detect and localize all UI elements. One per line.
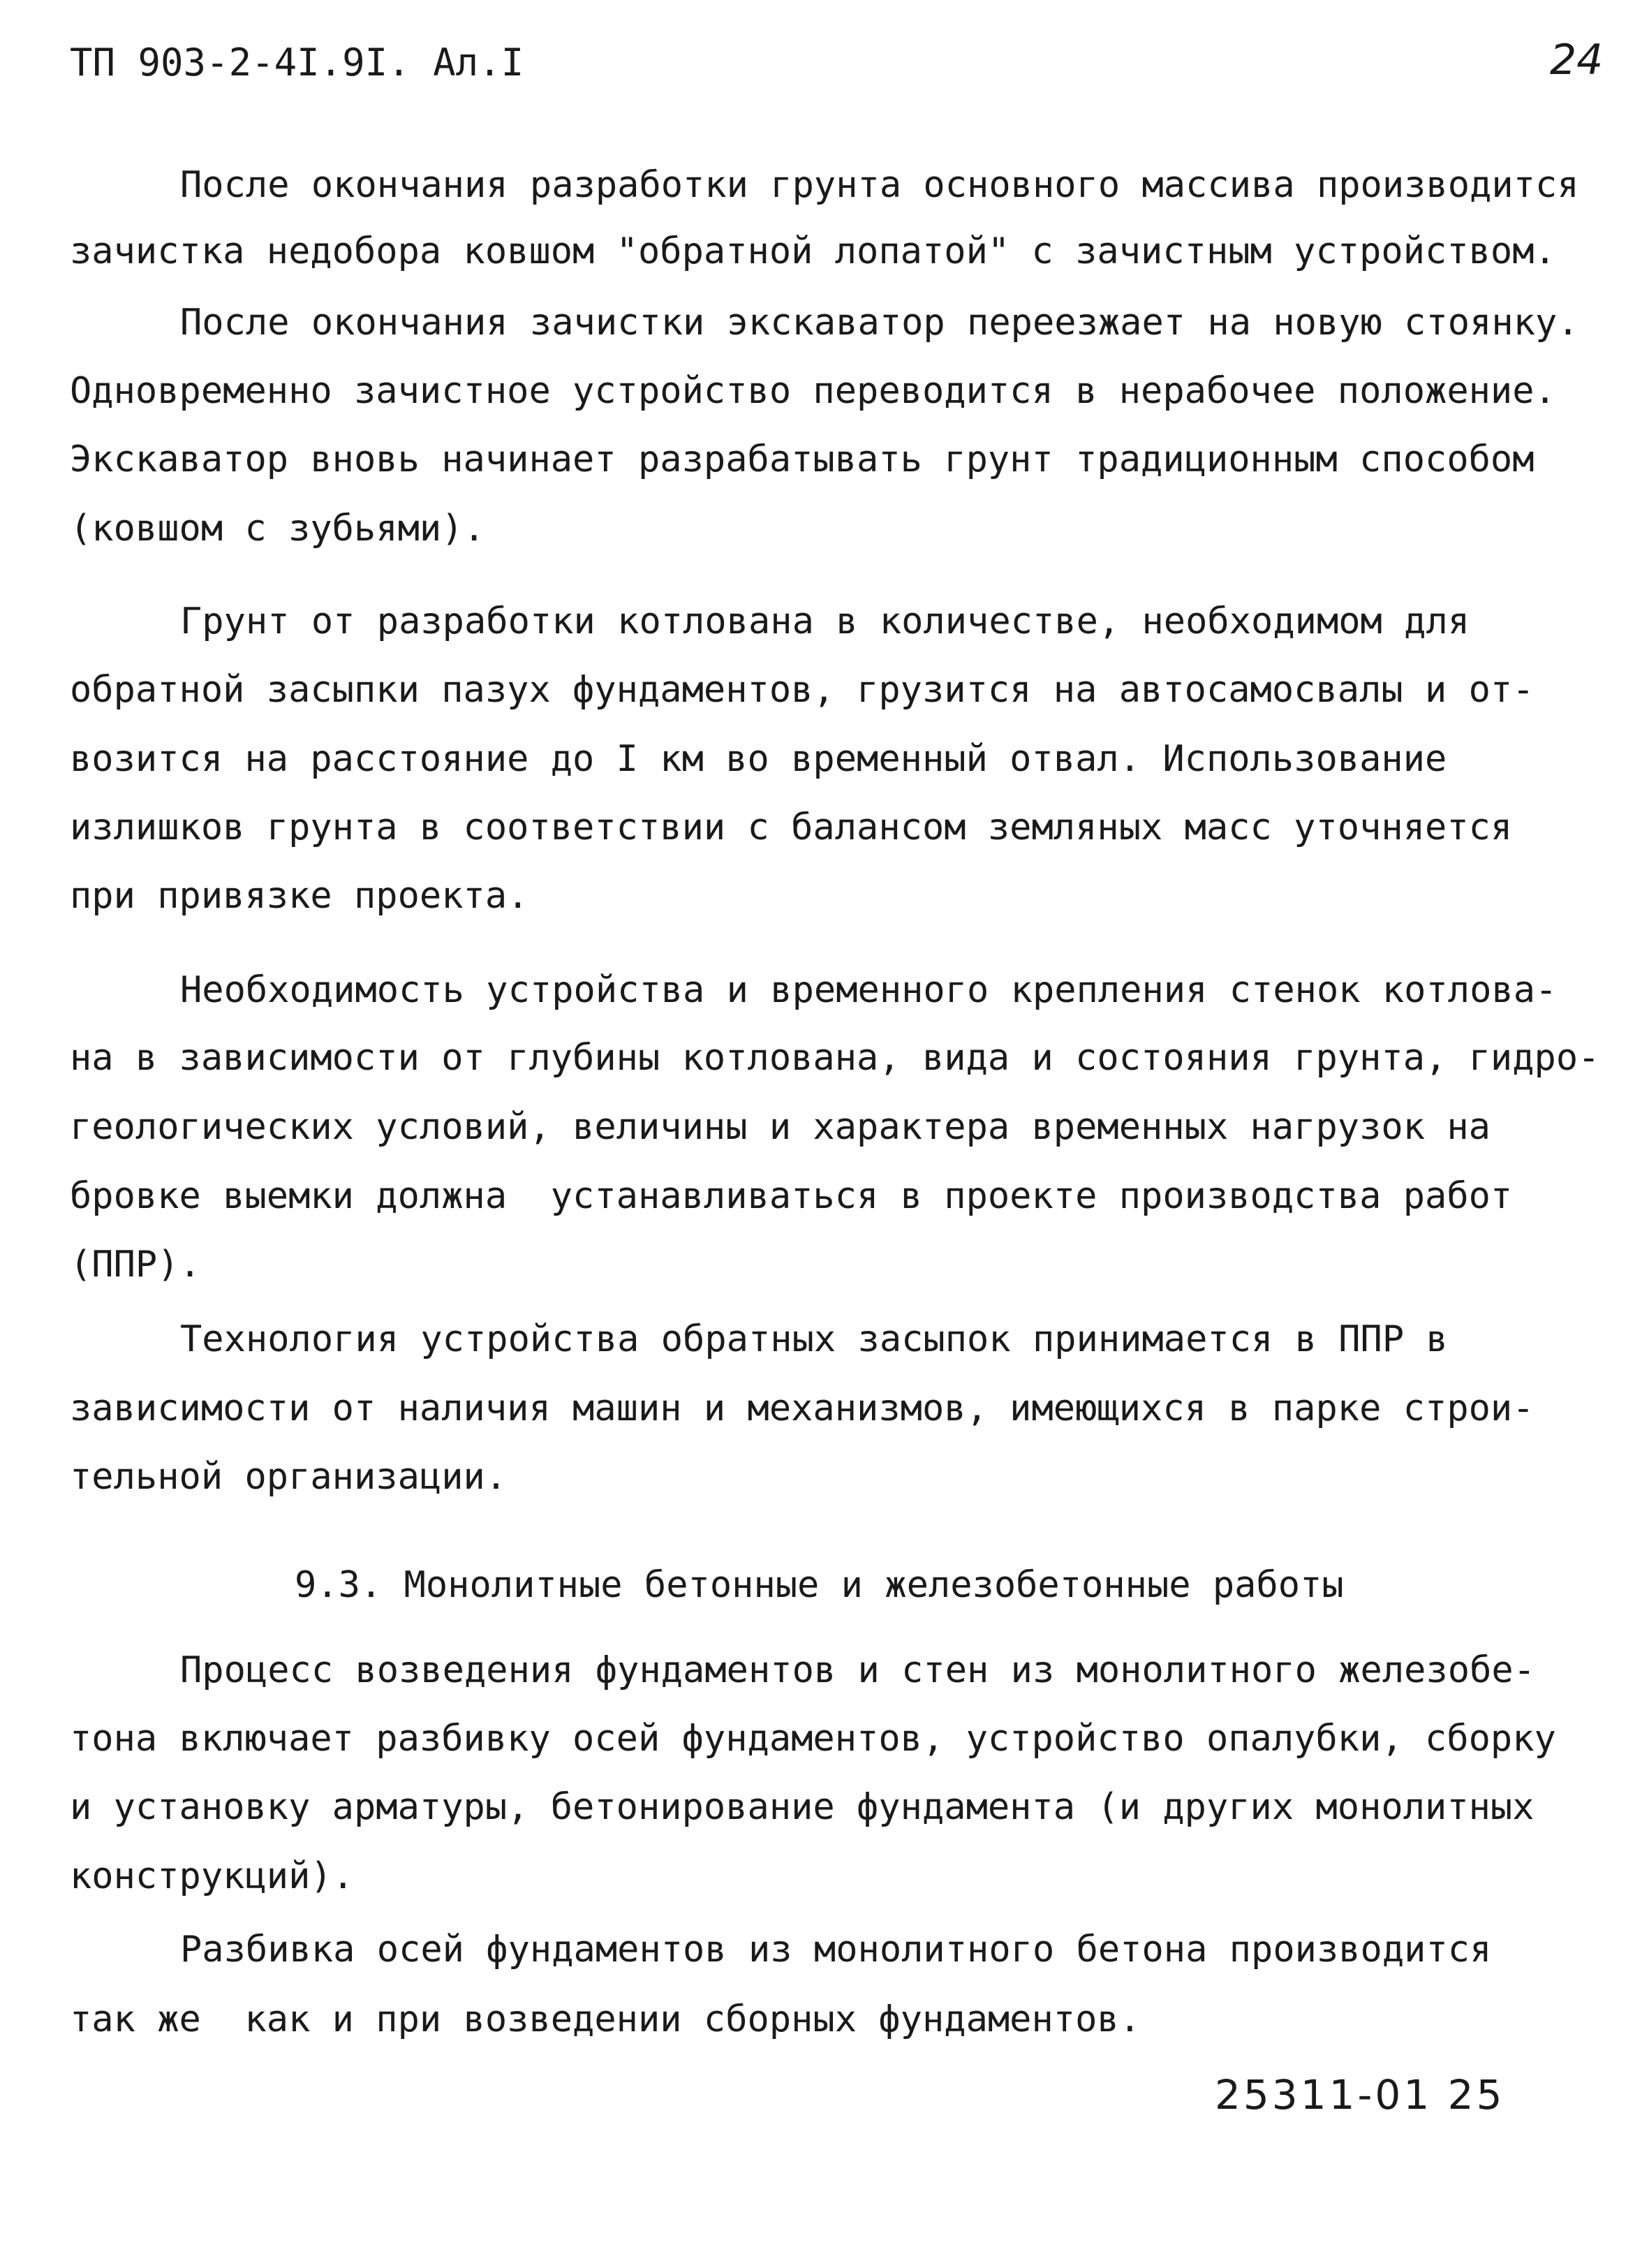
paragraph-2-line-4: (ковшом с зубьями). [70,508,485,550]
paragraph-5-line-3: тельной организации. [70,1456,508,1498]
paragraph-3-line-3: возится на расстояние до I км во временный отвал. Использование [70,738,1447,780]
paragraph-1-line-1: После окончания разработки грунта основного массива производится [180,164,1579,206]
paragraph-7-line-2: тона включает разбивку осей фундаментов, устройство опалубки, сборку [70,1718,1556,1760]
paragraph-8-line-1: Разбивка осей фундаментов из монолитного бетона производится [180,1929,1492,1971]
paragraph-5-line-1: Технология устройства обратных засыпок принимается в ППР в [180,1318,1448,1360]
paragraph-3-line-1: Грунт от разработки котлована в количестве, необходимом для [180,601,1470,642]
paragraph-2-line-1: После окончания зачистки экскаватор переезжает на новую стоянку. [180,302,1579,344]
document-code: ТП 903-2-4I.9I. Ал.I [70,40,524,84]
paragraph-4-line-1: Необходимость устройства и временного крепления стенок котлова- [180,969,1558,1011]
paragraph-3-line-4: излишков грунта в соответствии с балансом земляных масс уточняется [70,807,1513,848]
paragraph-4-line-2: на в зависимости от глубины котлована, вида и состояния грунта, гидро- [70,1037,1600,1079]
paragraph-4-line-4: бровке выемки должна устанавливаться в проекте производства работ [70,1175,1513,1217]
sheet-code: 25311-01 25 [1215,2071,1505,2119]
paragraph-1-line-2: зачистка недобора ковшом "обратной лопатой" с зачистным устройством. [70,230,1556,272]
paragraph-7-line-3: и установку арматуры, бетонирование фундамента (и других монолитных [70,1786,1535,1828]
paragraph-2-line-3: Экскаватор вновь начинает разрабатывать грунт традиционным способом [70,439,1535,480]
paragraph-3-line-2: обратной засыпки пазух фундаментов, грузится на автосамосвалы и от- [70,669,1535,711]
paragraph-7-line-4: конструкций). [70,1855,354,1897]
section-heading: 9.3. Монолитные бетонные и железобетонные работы [295,1564,1344,1606]
paragraph-7-line-1: Процесс возведения фундаментов и стен из монолитного железобе- [180,1649,1536,1691]
page-number: 24 [1550,36,1604,84]
paragraph-5-line-2: зависимости от наличия машин и механизмов, имеющихся в парке строи- [70,1387,1535,1429]
paragraph-2-line-2: Одновременно зачистное устройство переводится в нерабочее положение. [70,370,1556,412]
paragraph-4-line-3: геологических условий, величины и характера временных нагрузок на [70,1106,1491,1148]
paragraph-8-line-2: так же как и при возведении сборных фундаментов. [70,1998,1141,2040]
paragraph-4-line-5: (ППР). [70,1244,201,1286]
paragraph-3-line-5: при привязке проекта. [70,875,529,917]
